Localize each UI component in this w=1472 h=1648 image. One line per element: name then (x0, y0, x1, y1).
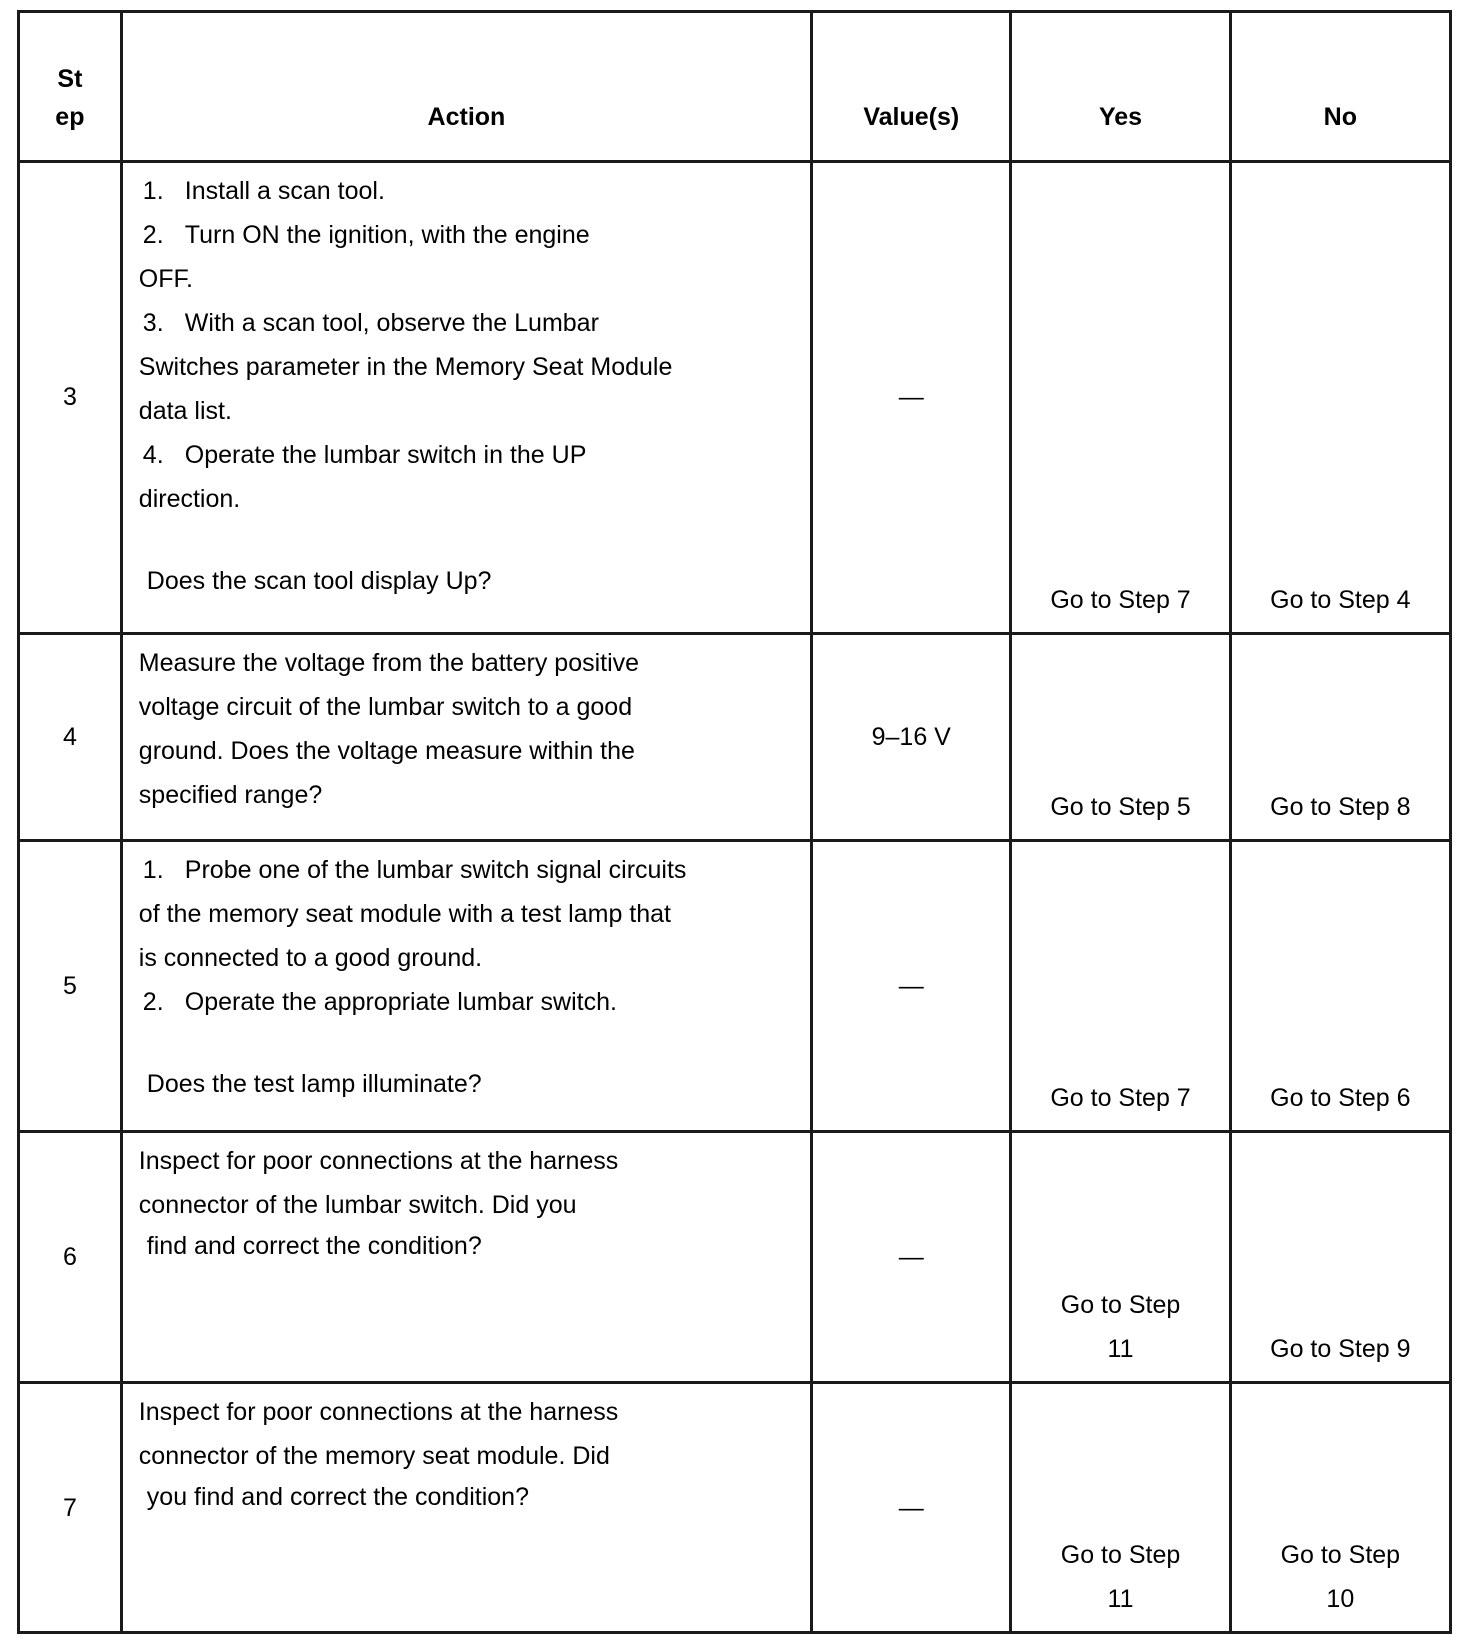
step-number: 6 (19, 1132, 122, 1383)
action-cell (121, 1383, 811, 1633)
value-cell: — (812, 1132, 1011, 1383)
table-row (19, 840, 1451, 1131)
step-number: 7 (19, 1383, 122, 1633)
no-cell (1230, 1383, 1450, 1633)
action-line (139, 477, 794, 521)
action-question: you find and correct the condition? (146, 1483, 529, 1512)
action-text: of the memory seat module with a test lamp that (138, 899, 671, 928)
action-text: connector of the lumbar switch. Did you (138, 1191, 577, 1220)
step-number: 4 (19, 633, 122, 840)
table-row (19, 1383, 1451, 1633)
action-text: OFF. (138, 265, 193, 293)
action-text: direction. (138, 485, 241, 513)
yes-cell (1011, 1132, 1230, 1383)
action-text: specified range? (138, 780, 323, 809)
no-cell (1230, 633, 1450, 840)
no-goto-text: 10 (1326, 1585, 1355, 1613)
action-step-number: 4. (142, 441, 164, 469)
action-text: voltage circuit of the lumbar switch to a good (138, 692, 633, 721)
yes-cell (1011, 633, 1230, 840)
step-number: 3 (19, 162, 122, 634)
header-no: No (1230, 12, 1450, 162)
action-line (139, 389, 794, 433)
action-step-number: 1. (142, 855, 164, 884)
table-row (19, 633, 1451, 840)
action-text: Inspect for poor connections at the harness (138, 1147, 619, 1176)
header-step (19, 12, 122, 162)
action-cell (121, 1132, 811, 1383)
no-goto-text: Go to Step (1280, 1541, 1401, 1569)
yes-goto-text: 11 (1107, 1585, 1134, 1613)
yes-cell (1011, 840, 1230, 1131)
action-step-number: 3. (142, 309, 164, 337)
action-line (139, 1390, 794, 1434)
no-cell (1230, 840, 1450, 1131)
value-cell: — (812, 162, 1011, 634)
action-question: find and correct the condition? (146, 1232, 482, 1261)
action-line (139, 848, 794, 892)
action-cell (121, 840, 811, 1131)
value-cell: 9–16 V (812, 633, 1011, 840)
action-text: Operate the appropriate lumbar switch. (184, 987, 617, 1016)
action-line (139, 641, 794, 685)
no-goto-text: Go to Step 8 (1270, 792, 1411, 821)
action-text: is connected to a good ground. (138, 943, 483, 972)
header-row (19, 12, 1451, 162)
action-line (139, 1139, 794, 1183)
action-line (139, 301, 794, 345)
yes-goto-text: Go to Step 7 (1050, 585, 1191, 614)
action-text: Switches parameter in the Memory Seat Module (138, 353, 673, 381)
no-goto-text: Go to Step 6 (1270, 1084, 1411, 1113)
header-step-line-1: St (57, 65, 83, 93)
action-text: Install a scan tool. (184, 177, 385, 205)
action-line (139, 213, 794, 257)
table-row (19, 1132, 1451, 1383)
yes-goto-text: Go to Step 7 (1050, 1084, 1191, 1113)
table-row (19, 162, 1451, 634)
yes-cell (1011, 1383, 1230, 1633)
action-step-number: 1. (142, 177, 164, 205)
header-action: Action (121, 12, 811, 162)
action-line (139, 685, 794, 729)
action-text: Probe one of the lumbar switch signal circuits (184, 855, 687, 884)
action-line (139, 257, 794, 301)
action-cell (121, 162, 811, 634)
action-line (139, 980, 794, 1024)
action-text: With a scan tool, observe the Lumbar (184, 309, 599, 337)
header-values: Value(s) (812, 12, 1011, 162)
action-text: connector of the memory seat module. Did (138, 1442, 610, 1471)
action-text: Turn ON the ignition, with the engine (184, 221, 590, 249)
yes-cell (1011, 162, 1230, 634)
yes-goto-text: Go to Step (1060, 1541, 1181, 1569)
action-step-number: 2. (142, 987, 164, 1016)
action-line (139, 433, 794, 477)
step-number: 5 (19, 840, 122, 1131)
action-line (139, 1183, 794, 1227)
no-goto-text: Go to Step 9 (1270, 1335, 1411, 1364)
header-yes: Yes (1011, 12, 1230, 162)
no-cell (1230, 162, 1450, 634)
action-question: Does the test lamp illuminate? (146, 1069, 482, 1098)
action-line (139, 169, 794, 213)
action-question: Does the scan tool display Up? (146, 567, 492, 595)
action-line (139, 345, 794, 389)
yes-goto-text: Go to Step (1060, 1291, 1181, 1320)
action-line (139, 1434, 794, 1478)
yes-goto-text: 11 (1107, 1335, 1134, 1364)
action-line (139, 892, 794, 936)
action-text: Measure the voltage from the battery positive (138, 648, 640, 677)
value-cell: — (812, 1383, 1011, 1633)
action-line (139, 729, 794, 773)
action-text: Operate the lumbar switch in the UP (184, 441, 587, 469)
value-cell: — (812, 840, 1011, 1131)
no-goto-text: Go to Step 4 (1270, 585, 1411, 614)
action-line (139, 936, 794, 980)
action-step-number: 2. (142, 221, 164, 249)
action-cell (121, 633, 811, 840)
action-text: Inspect for poor connections at the harness (138, 1398, 619, 1427)
action-text: ground. Does the voltage measure within the (138, 736, 635, 765)
yes-goto-text: Go to Step 5 (1050, 792, 1191, 821)
no-cell (1230, 1132, 1450, 1383)
action-line (139, 773, 794, 817)
diagnostic-table (17, 10, 1452, 1634)
header-step-line-2: ep (55, 103, 85, 131)
action-text: data list. (138, 397, 232, 425)
